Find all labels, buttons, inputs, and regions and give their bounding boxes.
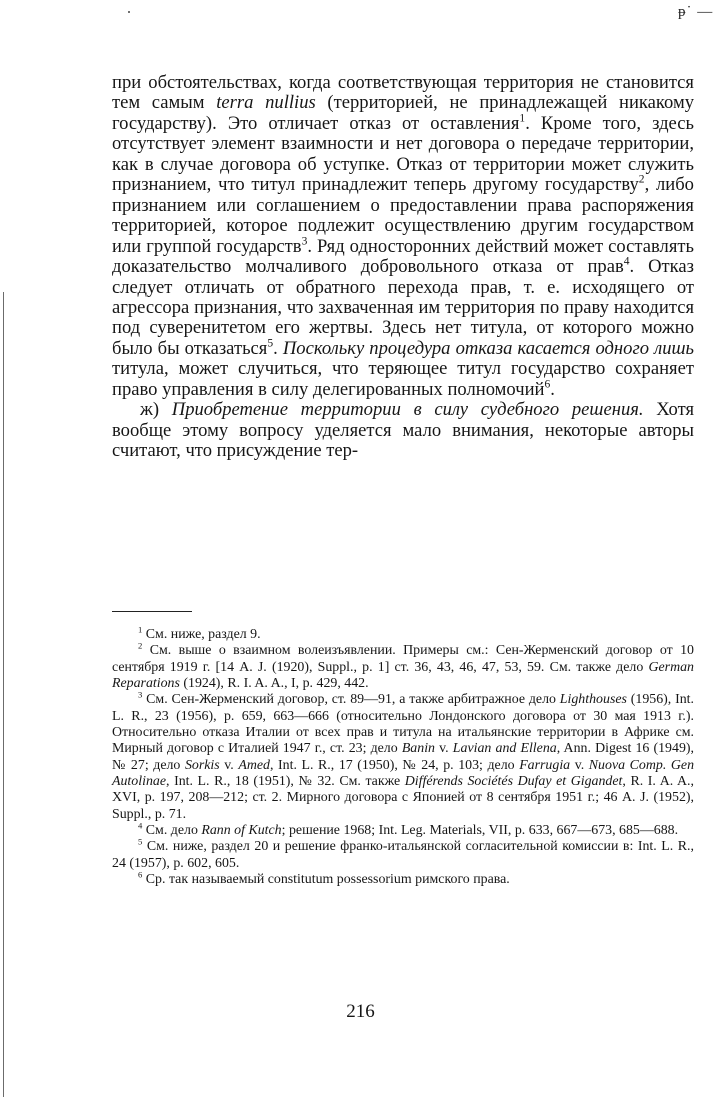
footnote-5	[112, 836, 694, 872]
footnote-ref: 4	[623, 255, 630, 268]
text-run: титула, может случиться, что теряющее титул государство сохраняет право управления в силу делегированных полномочий	[112, 358, 694, 400]
text-run: . Кроме того, здесь отсутствует элемент взаимности и нет договора о передаче территории, как в случае договора об уступке. Отказ от территории может служить признанием, что титул принадлежит теперь другому государству	[112, 112, 694, 196]
footnote-6	[112, 869, 694, 888]
text-run: См. выше о взаимном волеизъявлении. Примеры см.: Сен-Жерменский договор от 10 сентября 1919 г. [14 A. J. (1920), Suppl., p. 1] ст. 36, 43, 46, 47, 53, 59. См. также дело	[112, 643, 694, 675]
footnote-ref: 1	[519, 112, 526, 125]
italic-run: Rann of Kutch	[201, 823, 282, 839]
footnote-ref: 1	[138, 624, 143, 635]
text-run: , либо признанием или соглашением о предоставлении права распоряжения территорией, которое подлежит осуществлению другим государством или группой государств	[112, 174, 694, 257]
italic-run: terra nullius	[216, 92, 316, 114]
text-run: , Int. L. R., 18 (1951), № 32. См. также	[166, 774, 405, 790]
text-run: v.	[219, 757, 239, 773]
paragraph-abandonment	[112, 73, 694, 400]
page-number: 216	[346, 1001, 375, 1022]
text-run: Ср. так называемый constitutum possessorium римского права.	[142, 872, 510, 888]
text-run: ж)	[140, 399, 172, 421]
italic-run: Приобретение территории в силу судебного решения.	[171, 399, 644, 421]
footnote-ref: 5	[138, 836, 143, 847]
footnote-ref: 2	[638, 173, 645, 186]
footnote-4	[112, 820, 694, 839]
text-run: .	[550, 378, 555, 400]
italic-run: Différends Sociétés Dufay et Gigandet	[404, 774, 623, 790]
scan-mark: ᵽ˙ —	[678, 4, 714, 20]
footnote-ref: 5	[267, 337, 274, 350]
footnote-ref: 2	[138, 640, 143, 651]
scan-speck	[128, 11, 130, 13]
italic-run: Поскольку процедура отказа касается одного лишь	[282, 337, 694, 359]
page-edge-line	[3, 292, 4, 1097]
text-run: См. дело	[142, 823, 202, 839]
text-run: (территорией, не принадлежащей никакому государству). Это отличает отказ от оставления	[112, 92, 695, 134]
italic-run: Sorkis	[184, 757, 220, 773]
text-run: Хотя вообще этому вопросу уделяется мало внимания, некоторые авторы считают, что присуждение тер-	[112, 399, 695, 462]
text-run: См. Сен-Жерменский договор, ст. 89—91, а также арбитражное дело	[142, 692, 560, 708]
text-run: .	[273, 337, 283, 359]
main-text	[112, 73, 694, 462]
footnote-2	[112, 640, 694, 692]
text-run: , R. I. A. A., XVI, p. 197, 208—212; ст. 2. Мирного договора с Японией от 8 сентября 1951 г.; 46 A. J. (1952), Suppl., p. 71.	[112, 774, 694, 822]
footnote-ref: 6	[138, 869, 143, 880]
text-run: См. ниже, раздел 9.	[142, 627, 261, 642]
text-run: (1924), R. I. A. A., I, p. 429, 442.	[179, 676, 369, 692]
footnote-ref: 3	[138, 689, 143, 700]
footnote-3	[112, 689, 695, 823]
italic-run: Banin	[401, 741, 435, 757]
italic-run: Nuova Comp. Gen Autolinae	[112, 757, 695, 790]
text-run: См. ниже, раздел 20 и решение франко-итальянской согласительной комиссии в: Int. L. R., 24 (1957), p. 602, 605.	[112, 839, 694, 871]
footnote-ref: 4	[138, 820, 143, 831]
text-run: . Ряд односторонних действий может составлять доказательство молчаливого добровольного отказа от прав	[112, 235, 694, 278]
text-run: ; решение 1968; Int. Leg. Materials, VII, p. 633, 667—673, 685—688.	[281, 823, 679, 839]
italic-run: Lavian and Ellena	[452, 741, 557, 757]
italic-run: Amed	[238, 757, 270, 773]
text-run: , Int. L. R., 17 (1950), № 24, p. 103; дело	[269, 757, 520, 773]
text-run: v.	[570, 757, 589, 773]
italic-run: German Reparations	[112, 659, 694, 692]
footnote-ref: 3	[301, 235, 308, 248]
text-run: , Ann. Digest 16 (1949), № 27; дело	[112, 741, 694, 773]
footnote-separator	[112, 611, 192, 612]
italic-run: Lighthouses	[559, 692, 627, 708]
text-run: v.	[435, 741, 453, 757]
text-run: при обстоятельствах, когда соответствующая территория не становится тем самым	[112, 72, 694, 114]
text-run: (1956), Int. L. R., 23 (1956), p. 659, 663—666 (относительно Лондонского договора от 30 мая 1913 г.). Относительно отказа Италии от всех прав и титула на итальянские территории в Африке см. Мирный договор с Италией 1947 г., ст. 23; дело	[112, 692, 694, 757]
footnotes	[112, 624, 695, 889]
text-run: . Отказ следует отличать от обратного перехода прав, т. е. исходящего от агрессора признания, что захваченная им территория по праву находится под суверенитетом его жертвы. Здесь нет титула, от которого можно было бы отказаться	[112, 256, 695, 359]
footnote-1	[112, 624, 694, 643]
footnote-ref: 6	[544, 378, 551, 391]
paragraph-adjudication	[112, 400, 694, 461]
italic-run: Farrugia	[519, 757, 571, 773]
